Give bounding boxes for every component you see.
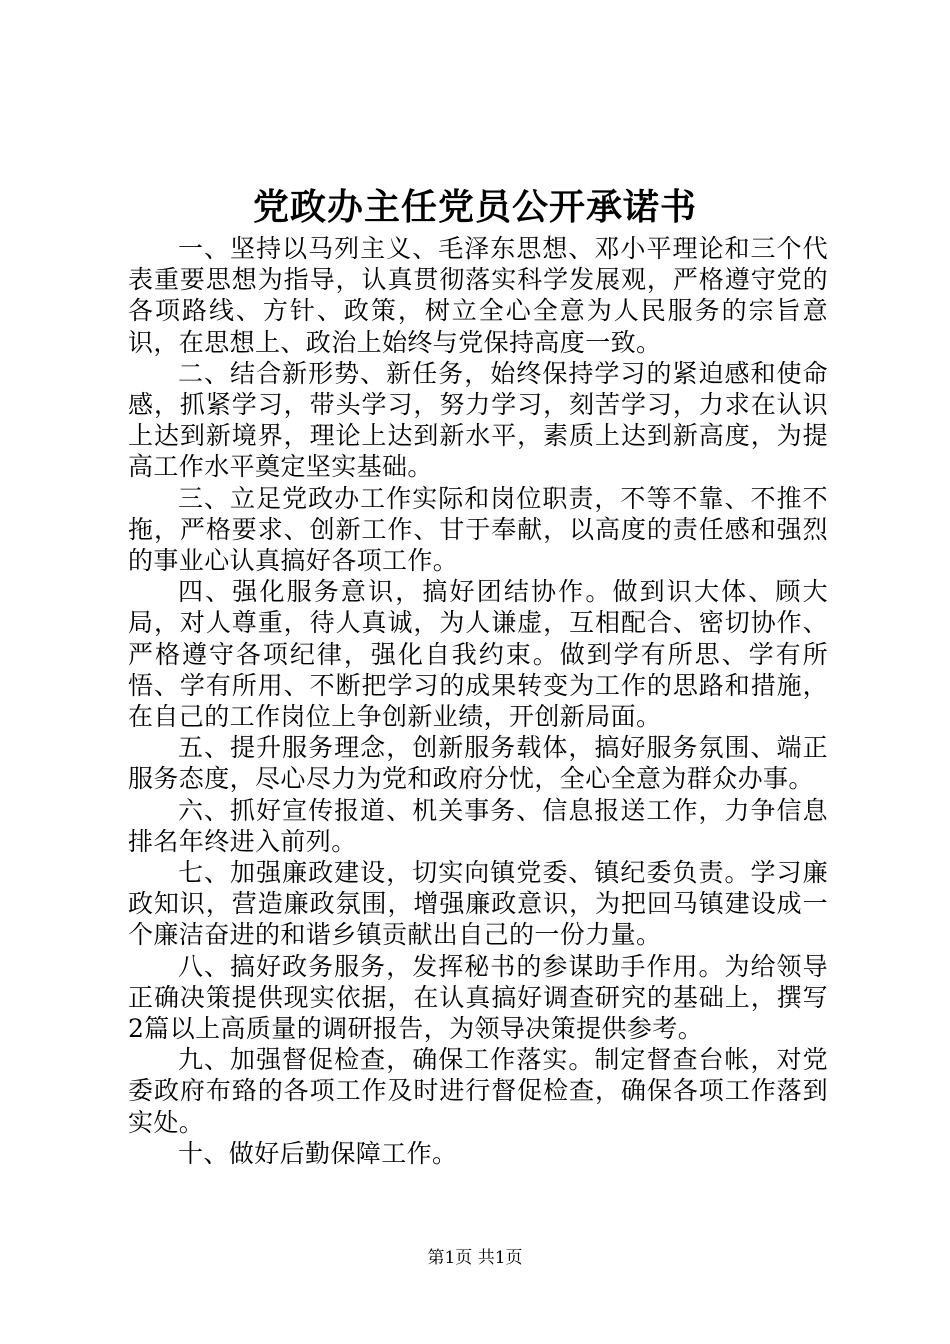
commitment-paragraph-10: 十、做好后勤保障工作。 xyxy=(178,1138,458,1168)
page-footer: 第1页 共1页 xyxy=(427,1248,523,1268)
commitment-paragraph-6: 六、抓好宣传报道、机关事务、信息报送工作，力争信息排名年终进入前列。 xyxy=(128,795,828,856)
commitment-paragraph-8: 八、搞好政务服务，发挥秘书的参谋助手作用。为给领导正确决策提供现实依据，在认真搞好调查研究的基础上，撰写2篇以上高质量的调研报告，为领导决策提供参考。 xyxy=(128,951,828,1044)
commitment-paragraph-1: 一、坚持以马列主义、毛泽东思想、邓小平理论和三个代表重要思想为指导，认真贯彻落实科学发展观，严格遵守党的各项路线、方针、政策，树立全心全意为人民服务的宗旨意识，在思想上、政治上始终与党保持高度一致。 xyxy=(128,234,828,357)
commitment-paragraph-7: 七、加强廉政建设，切实向镇党委、镇纪委负责。学习廉政知识，营造廉政氛围，增强廉政意识，为把回马镇建设成一个廉洁奋进的和谐乡镇贡献出自己的一份力量。 xyxy=(128,858,828,950)
commitment-paragraph-9: 九、加强督促检查，确保工作落实。制定督查台帐，对党委政府布臵的各项工作及时进行督促检查，确保各项工作落到实处。 xyxy=(128,1045,828,1137)
commitment-paragraph-3: 三、立足党政办工作实际和岗位职责，不等不靠、不推不拖，严格要求、创新工作、甘于奉献，以高度的责任感和强烈的事业心认真搞好各项工作。 xyxy=(128,483,828,576)
commitment-paragraph-4: 四、强化服务意识，搞好团结协作。做到识大体、顾大局，对人尊重，待人真诚，为人谦虚，互相配合、密切协作、严格遵守各项纪律，强化自我约束。做到学有所思、学有所悟、学有所用、不断把学习的成果转变为工作的思路和措施，在自己的工作岗位上争创新业绩，开创新局面。 xyxy=(128,577,828,732)
commitment-paragraph-5: 五、提升服务理念，创新服务载体，搞好服务氛围、端正服务态度，尽心尽力为党和政府分忧，全心全意为群众办事。 xyxy=(128,733,828,794)
document-title: 党政办主任党员公开承诺书 xyxy=(252,186,697,228)
commitment-paragraph-2: 二、结合新形势、新任务，始终保持学习的紧迫感和使命感，抓紧学习，带头学习，努力学习，刻苦学习，力求在认识上达到新境界，理论上达到新水平，素质上达到新高度，为提高工作水平奠定坚实基础。 xyxy=(128,358,828,482)
document-body xyxy=(128,233,828,1169)
